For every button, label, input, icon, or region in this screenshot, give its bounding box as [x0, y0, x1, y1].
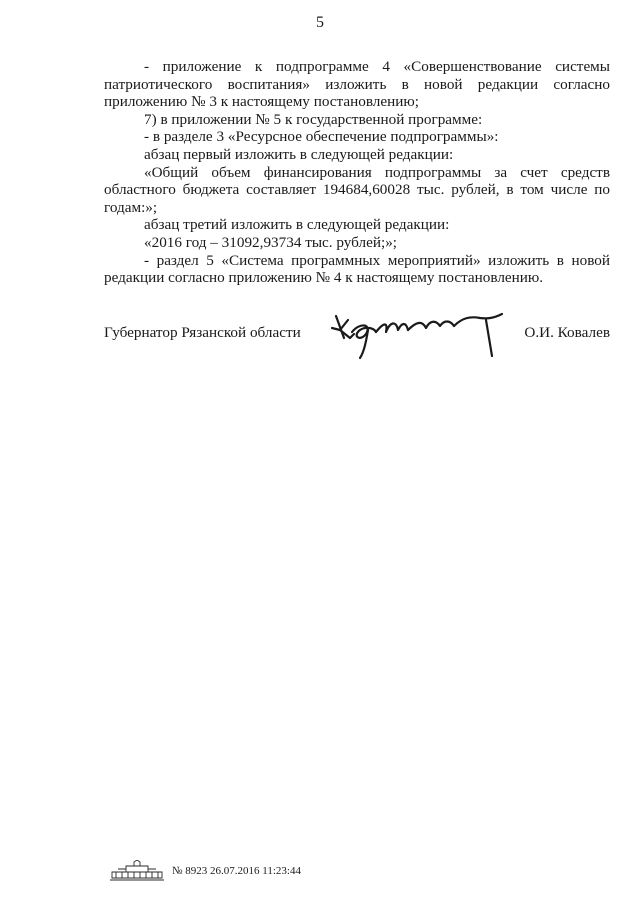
registry-logo-icon — [108, 860, 166, 882]
paragraph: - приложение к подпрограмме 4 «Совершенствование системы патриотического воспитания» изложить в новой редакции согласно приложению № 3 к настоящему постановлению; — [104, 58, 610, 111]
signature-block — [104, 316, 610, 360]
page-number: 5 — [316, 14, 324, 31]
document-body — [104, 58, 610, 287]
signatory-position: Губернатор Рязанской области — [104, 324, 301, 341]
paragraph: абзац первый изложить в следующей редакции: — [144, 145, 454, 163]
signatory-name: О.И. Ковалев — [524, 324, 610, 341]
paragraph: - в разделе 3 «Ресурсное обеспечение подпрограммы»: — [144, 128, 499, 146]
paragraph: «Общий объем финансирования подпрограммы за счет средств областного бюджета составляет 194684,60028 тыс. рублей, в том числе по годам:»; — [104, 163, 610, 216]
paragraph: 7) в приложении № 5 к государственной программе: — [144, 110, 483, 128]
paragraph: «2016 год – 31092,93734 тыс. рублей;»; — [144, 233, 398, 251]
paragraph: абзац третий изложить в следующей редакции: — [144, 216, 450, 234]
handwritten-signature — [330, 308, 510, 360]
registration-number: № 8923 26.07.2016 11:23:44 — [172, 865, 301, 877]
paragraph: - раздел 5 «Система программных мероприятий» изложить в новой редакции согласно приложению № 4 к настоящему постановлению. — [104, 251, 610, 287]
